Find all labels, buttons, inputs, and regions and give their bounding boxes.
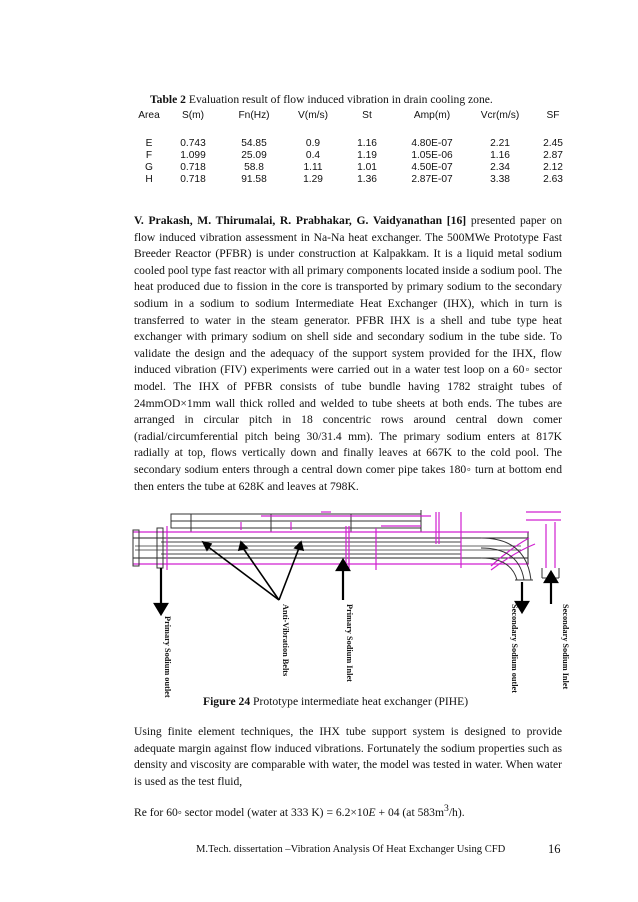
table-header-row <box>134 108 576 130</box>
table-cell: 3.38 <box>490 173 510 185</box>
table-cell: H <box>145 173 153 185</box>
table-row <box>134 173 576 185</box>
table-cell: 2.21 <box>490 137 510 149</box>
table-cell: 2.12 <box>543 161 563 173</box>
table-cell: 2.45 <box>543 137 563 149</box>
table-cell: G <box>145 161 153 173</box>
table-cell: 91.58 <box>241 173 267 185</box>
equation-suffix: + 04 (at 583m <box>375 805 444 819</box>
table-cell: 2.63 <box>543 173 563 185</box>
paragraph-text: presented paper on flow induced vibration assessment in Na-Na heat exchanger. The 500MWe Prototype Fast Breeder Reactor (PFBR) is under construction at Kalpakkam. It is a liquid metal sodium cooled pool type fast reactor with all primary components located inside a sodium pool. The heat produced due to fission in the core is transported by primary sodium to the secondary sodium in a sodium to sodium Intermediate Heat Exchanger (IHX), which in turn is transferred to water in the steam generator. PFBR IHX is a shell and tube type heat exchanger with primary sodium on shell side and secondary sodium in the tube side. To validate the design and the adequacy of the support system provided for the IHX, flow induced vibration (FIV) experiments were carried out in a water test loop on a 60◦ sector model. The IHX of PFBR consists of tube bundle having 1782 straight tubes of 24mmOD×1mm wall thick rolled and welded to tube sheets at both ends. The tubes are arranged in circular pitch in 18 concentric rows around central down comer (radial/circumferential pitch being 30/31.4 mm). The primary sodium enters at 817K radially at top, flows vertically down and finally leaves at 667K to the cold pool. The secondary sodium enters through a central down comer pipe takes 180◦ turn at bottom end then enters the tube at 628K and leaves at 798K. <box>134 214 562 493</box>
table-cell: 0.743 <box>180 137 206 149</box>
header-s: S(m) <box>181 110 205 121</box>
reynolds-number-line <box>134 803 465 819</box>
page-number: 16 <box>548 842 561 856</box>
equation-prefix: Re for 60◦ sector model (water at 333 K) = 6.2×10 <box>134 805 369 819</box>
table-cell: 0.718 <box>180 161 206 173</box>
table-cell: 1.36 <box>357 173 377 185</box>
table-cell: 2.87E-07 <box>411 173 453 185</box>
table-cell: 1.16 <box>357 137 377 149</box>
author-list: V. Prakash, M. Thirumalai, R. Prabhakar, G. Vaidyanathan [16] <box>134 214 467 227</box>
body-paragraph-2: Using finite element techniques, the IHX tube support system is designed to provide adequate margin against flow induced vibrations. Fortunately the sodium properties such as density and viscosity are comparable with water, the model was tested in water. When water is used as the test fluid, <box>134 725 562 788</box>
table-cell: 0.4 <box>305 149 321 161</box>
header-st: St <box>362 110 372 121</box>
table-caption <box>150 93 493 106</box>
table-row <box>134 130 576 149</box>
equation-superscript: 3 <box>443 803 449 814</box>
table-cell: E <box>145 137 153 149</box>
anti-vibration-belts-label: Anti-Vibration Belts <box>281 604 290 677</box>
table-cell: 4.50E-07 <box>411 161 453 173</box>
body-paragraph <box>134 213 562 495</box>
figure-caption-text: Prototype intermediate heat exchanger (PIHE) <box>253 695 469 708</box>
table-cell: 1.16 <box>490 149 510 161</box>
secondary-sodium-inlet-label: Secondary Sodium Inlet <box>561 604 570 690</box>
page-footer: M.Tech. dissertation –Vibration Analysis Of Heat Exchanger Using CFD <box>196 844 506 855</box>
table-cell: 1.01 <box>357 161 377 173</box>
header-sf: SF <box>546 110 560 121</box>
table-cell: 2.87 <box>543 149 563 161</box>
header-vcr: Vcr(m/s) <box>480 110 520 121</box>
table-label: Table 2 <box>150 93 186 106</box>
table-row <box>134 149 576 161</box>
primary-sodium-outlet-label: Primary Sodium outlet <box>163 616 172 698</box>
ihx-figure <box>131 508 570 698</box>
header-fn: Fn(Hz) <box>238 110 270 121</box>
table-cell: 0.9 <box>305 137 321 149</box>
table-cell: 25.09 <box>241 149 267 161</box>
header-v: V(m/s) <box>298 110 328 121</box>
header-area: Area <box>138 110 160 121</box>
header-amp: Amp(m) <box>413 110 451 121</box>
table-cell: 4.80E-07 <box>411 137 453 149</box>
secondary-sodium-outlet-label: Secondary Sodium outlet <box>510 604 519 693</box>
table-row <box>134 161 576 173</box>
table-cell: 1.19 <box>357 149 377 161</box>
equation-exponent-symbol: E <box>368 805 376 819</box>
figure-caption <box>203 695 468 708</box>
table-cell: 1.05E-06 <box>411 149 453 161</box>
primary-sodium-inlet-label: Primary Sodium Inlet <box>345 604 354 682</box>
figure-label: Figure 24 <box>203 695 251 708</box>
table-cell: 1.29 <box>303 173 323 185</box>
table-title: Evaluation result of flow induced vibration in drain cooling zone. <box>188 93 493 106</box>
table-cell: 2.34 <box>490 161 510 173</box>
table-cell: 1.099 <box>180 149 206 161</box>
table-cell: 54.85 <box>241 137 267 149</box>
table-cell: F <box>145 149 153 161</box>
table-cell: 58.8 <box>244 161 264 173</box>
table-cell: 0.718 <box>180 173 206 185</box>
table-cell: 1.11 <box>303 161 323 173</box>
equation-suffix-end: /h). <box>448 805 465 819</box>
evaluation-table <box>134 108 576 185</box>
